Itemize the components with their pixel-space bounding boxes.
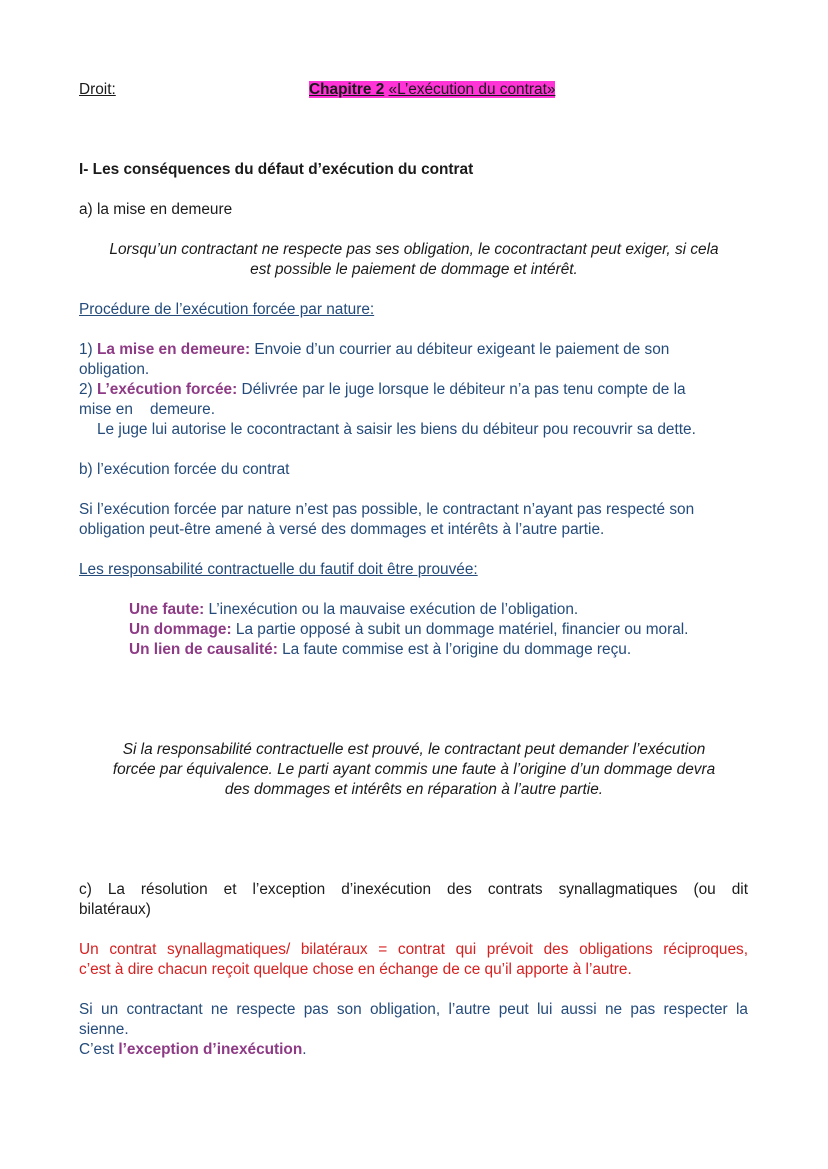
exception-term: l’exception d’inexécution: [118, 1041, 303, 1058]
chapter-number: Chapitre 2: [309, 81, 385, 98]
step-2: [79, 380, 686, 400]
condition-label: Une faute:: [129, 601, 205, 618]
subsection-c-title-line-1: c) La résolution et l’exception d’inexécution des contrats synallagmatiques (ou dit: [79, 881, 748, 898]
definition-line-2: c’est à dire chacun reçoit quelque chose en échange de ce qu’il apporte à l’autre.: [79, 961, 632, 978]
condition-label: Un lien de causalité:: [129, 641, 278, 658]
step-2-label: L’exécution forcée:: [96, 381, 238, 398]
quote-a-line-2: est possible le paiement de dommage et intérêt.: [250, 261, 578, 278]
procedure-title: Procédure de l’exécution forcée par nature:: [79, 301, 375, 318]
condition-label: Un dommage:: [129, 621, 232, 638]
subject-label: Droit:: [79, 81, 116, 98]
subsection-b-title: b) l’exécution forcée du contrat: [79, 461, 290, 478]
subsection-a-title: a) la mise en demeure: [79, 201, 233, 218]
quote-b-line-1: Si la responsabilité contractuelle est prouvé, le contractant peut demander l’exécution: [122, 741, 706, 758]
chapter-title: «L’exécution du contrat»: [388, 81, 556, 98]
para-b-line-2: obligation peut-être amené à versé des dommages et intérêts à l’autre partie.: [79, 521, 605, 538]
step-1-continuation: obligation.: [79, 361, 150, 378]
section-title: I- Les conséquences du défaut d’exécution du contrat: [79, 161, 474, 178]
step-2-continuation: mise en demeure.: [79, 401, 216, 418]
condition-text: L’inexécution ou la mauvaise exécution de l’obligation.: [208, 601, 579, 618]
definition-line-1: Un contrat synallagmatiques/ bilatéraux = contrat qui prévoit des obligations réciproques,: [79, 941, 748, 958]
para-c-line-3: [79, 1040, 307, 1060]
quote-b-line-2: forcée par équivalence. Le parti ayant commis une faute à l’origine d’un dommage devra: [112, 761, 716, 778]
responsibility-title: Les responsabilité contractuelle du fautif doit être prouvée:: [79, 561, 478, 578]
quote-b-line-3: des dommages et intérêts en réparation à l’autre partie.: [224, 781, 604, 798]
subsection-c-title-line-2: bilatéraux): [79, 901, 151, 918]
step-2-number: 2): [79, 381, 93, 398]
step-1-number: 1): [79, 341, 93, 358]
para-c-prefix: C’est: [79, 1041, 115, 1058]
para-c-suffix: .: [302, 1041, 307, 1058]
chapter-heading: [309, 80, 555, 100]
para-c-line-1: Si un contractant ne respecte pas son obligation, l’autre peut lui aussi ne pas respecter la: [79, 1001, 748, 1018]
condition-fault: [129, 600, 578, 620]
para-b-line-1: Si l’exécution forcée par nature n’est pas possible, le contractant n’ayant pas respecté son: [79, 501, 695, 518]
condition-causality: [129, 640, 631, 660]
quote-a-line-1: Lorsqu’un contractant ne respecte pas ses obligation, le cocontractant peut exiger, si cela: [109, 241, 719, 258]
step-2-text: Délivrée par le juge lorsque le débiteur n’a pas tenu compte de la: [241, 381, 686, 398]
step-1: [79, 340, 669, 360]
condition-damage: [129, 620, 688, 640]
para-c-line-2: sienne.: [79, 1021, 129, 1038]
condition-text: La partie opposé à subit un dommage matériel, financier ou moral.: [235, 621, 689, 638]
condition-text: La faute commise est à l’origine du dommage reçu.: [282, 641, 632, 658]
step-1-text: Envoie d’un courrier au débiteur exigeant le paiement de son: [254, 341, 670, 358]
step-2-detail: Le juge lui autorise le cocontractant à saisir les biens du débiteur pou recouvrir sa dette.: [97, 421, 696, 438]
step-1-label: La mise en demeure:: [96, 341, 251, 358]
